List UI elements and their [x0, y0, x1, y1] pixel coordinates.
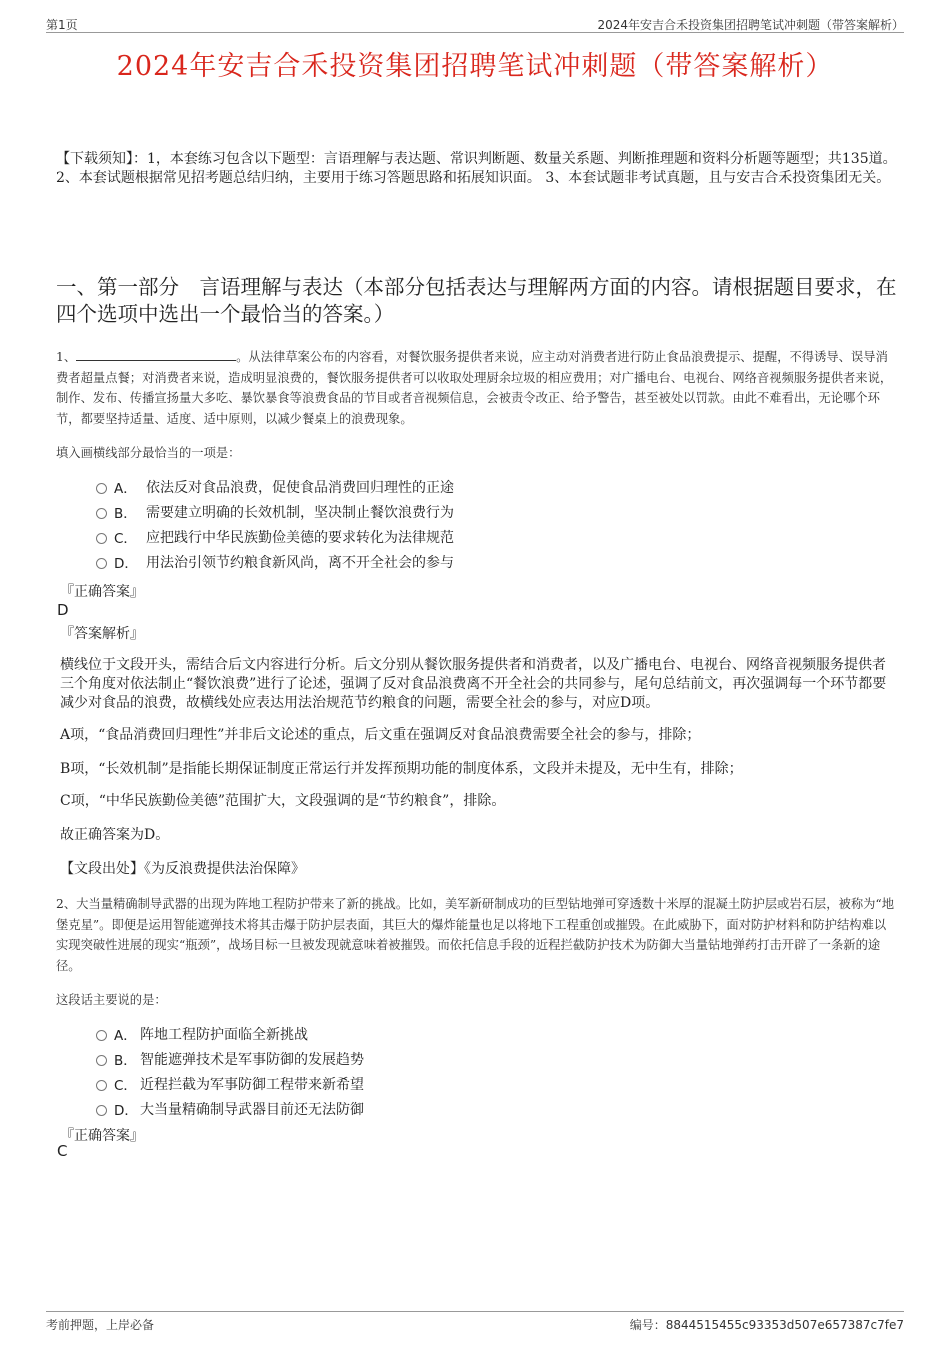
analysis-paragraph: B项，“长效机制”是指能长期保证制度正常运行并发挥预期功能的制度体系，文段并未提及，无中生有，排除； [60, 761, 743, 777]
question-1-prompt: 填入画横线部分最恰当的一项是： [56, 446, 241, 460]
option-letter: A． [114, 481, 137, 497]
page-number: 第1页 [46, 18, 78, 32]
footer-doc-id: 编号：8844515455c93353d507e657387c7fe7 [629, 1318, 904, 1332]
option-text: 近程拦截为军事防御工程带来新希望 [140, 1077, 364, 1093]
page-title: 2024年安吉合禾投资集团招聘笔试冲刺题（带答案解析） [116, 51, 834, 82]
correct-answer: C [57, 1142, 68, 1160]
option-text: 需要建立明确的长效机制，坚决制止餐饮浪费行为 [146, 505, 454, 521]
footer-slogan: 考前押题，上岸必备 [46, 1318, 155, 1332]
source-citation: 【文段出处】《为反浪费提供法治保障》 [60, 861, 305, 877]
option-letter: B． [114, 506, 137, 522]
option-letter: C． [114, 531, 137, 547]
answer-label: 『正确答案』 [60, 1128, 144, 1144]
radio-button[interactable] [96, 1055, 107, 1066]
radio-button[interactable] [96, 533, 107, 544]
radio-button[interactable] [96, 508, 107, 519]
correct-answer: D [57, 601, 69, 619]
analysis-label: 『答案解析』 [60, 626, 144, 642]
page-header [46, 14, 904, 33]
section-heading: 一、第一部分 言语理解与表达（本部分包括表达与理解两方面的内容。请根据题目要求，在四个选项中选出一个最恰当的答案。） [56, 275, 897, 326]
option-text: 大当量精确制导武器目前还无法防御 [140, 1102, 364, 1118]
option-letter: A． [114, 1028, 137, 1044]
option-letter: D． [114, 556, 138, 572]
option-letter: C． [114, 1078, 137, 1094]
question-1-body: 。从法律草案公布的内容看，对餐饮服务提供者来说，应主动对消费者进行防止食品浪费提示、提醒，不得诱导、误导消费者超量点餐；对消费者来说，造成明显浪费的，餐饮服务提供者可以收取处理厨余垃圾的相应费用；对广播电台、电视台、网络音视频服务提供者来说，制作、发布、传播宣扬量大多吃、暴饮暴食等浪费食品的节目或者音视频信息，会被责令改正、给予警告，甚至被处以罚款。由此不难看出，无论哪个环节，都要坚持适量、适度、适中原则，以减少餐桌上的浪费现象。 [56, 350, 893, 426]
option-text: 应把践行中华民族勤俭美德的要求转化为法律规范 [146, 530, 454, 546]
page-footer [46, 1311, 904, 1332]
option-text: 用法治引领节约粮食新风尚，离不开全社会的参与 [146, 555, 454, 571]
option-text: 依法反对食品浪费，促使食品消费回归理性的正途 [146, 480, 454, 496]
radio-button[interactable] [96, 558, 107, 569]
option-letter: B． [114, 1053, 137, 1069]
analysis-conclusion: 故正确答案为D。 [60, 827, 170, 843]
option-text: 阵地工程防护面临全新挑战 [140, 1027, 308, 1043]
download-notice: 【下载须知】：1，本套练习包含以下题型：言语理解与表达题、常识判断题、数量关系题、判断推理题和资料分析题等题型；共135道。 2、本套试题根据常见招考题总结归纳，主要用于练习答题思路和拓展知识面。 3、本套试题非考试真题，且与安吉合禾投资集团无关。 [56, 151, 897, 186]
analysis-paragraph: 横线位于文段开头，需结合后文内容进行分析。后文分别从餐饮服务提供者和消费者，以及广播电台、电视台、网络音视频服务提供者三个角度对依法制止“餐饮浪费”进行了论述，强调了反对食品浪费离不开全社会的共同参与，尾句总结前文，再次强调每一个环节都要减少对食品的浪费，故横线处应表达用法治规范节约粮食的问题，需要全社会的参与，对应D项。 [60, 657, 887, 711]
radio-button[interactable] [96, 1105, 107, 1116]
radio-button[interactable] [96, 1080, 107, 1091]
option-text: 智能遮弹技术是军事防御的发展趋势 [140, 1052, 364, 1068]
analysis-paragraph: A项，“食品消费回归理性”并非后文论述的重点，后文重在强调反对食品浪费需要全社会的参与，排除； [60, 727, 701, 743]
question-1-text [56, 347, 898, 429]
answer-label: 『正确答案』 [60, 584, 144, 600]
option-letter: D． [114, 1103, 138, 1119]
radio-button[interactable] [96, 1030, 107, 1041]
question-2-prompt: 这段话主要说的是： [56, 993, 167, 1007]
analysis-paragraph: C项，“中华民族勤俭美德”范围扩大，文段强调的是“节约粮食”，排除。 [60, 793, 506, 809]
question-1-number: 1、 [56, 350, 77, 364]
question-2-text: 2、大当量精确制导武器的出现为阵地工程防护带来了新的挑战。比如，美军新研制成功的巨型钻地弹可穿透数十米厚的混凝土防护层或岩石层，被称为“地堡克星”。即便是运用智能遮弹技术将其击爆于防护层表面，其巨大的爆炸能量也足以将地下工程重创或摧毁。在此威胁下，面对防护材料和防护结构难以实现突破性进展的现实“瓶颈”，战场目标一旦被发现就意味着被摧毁。而依托信息手段的近程拦截防护技术为防御大当量钻地弹药打击开辟了一条新的途径。 [56, 897, 895, 973]
header-doc-title: 2024年安吉合禾投资集团招聘笔试冲刺题（带答案解析） [597, 18, 904, 32]
radio-button[interactable] [96, 483, 107, 494]
answer-blank [76, 348, 236, 361]
